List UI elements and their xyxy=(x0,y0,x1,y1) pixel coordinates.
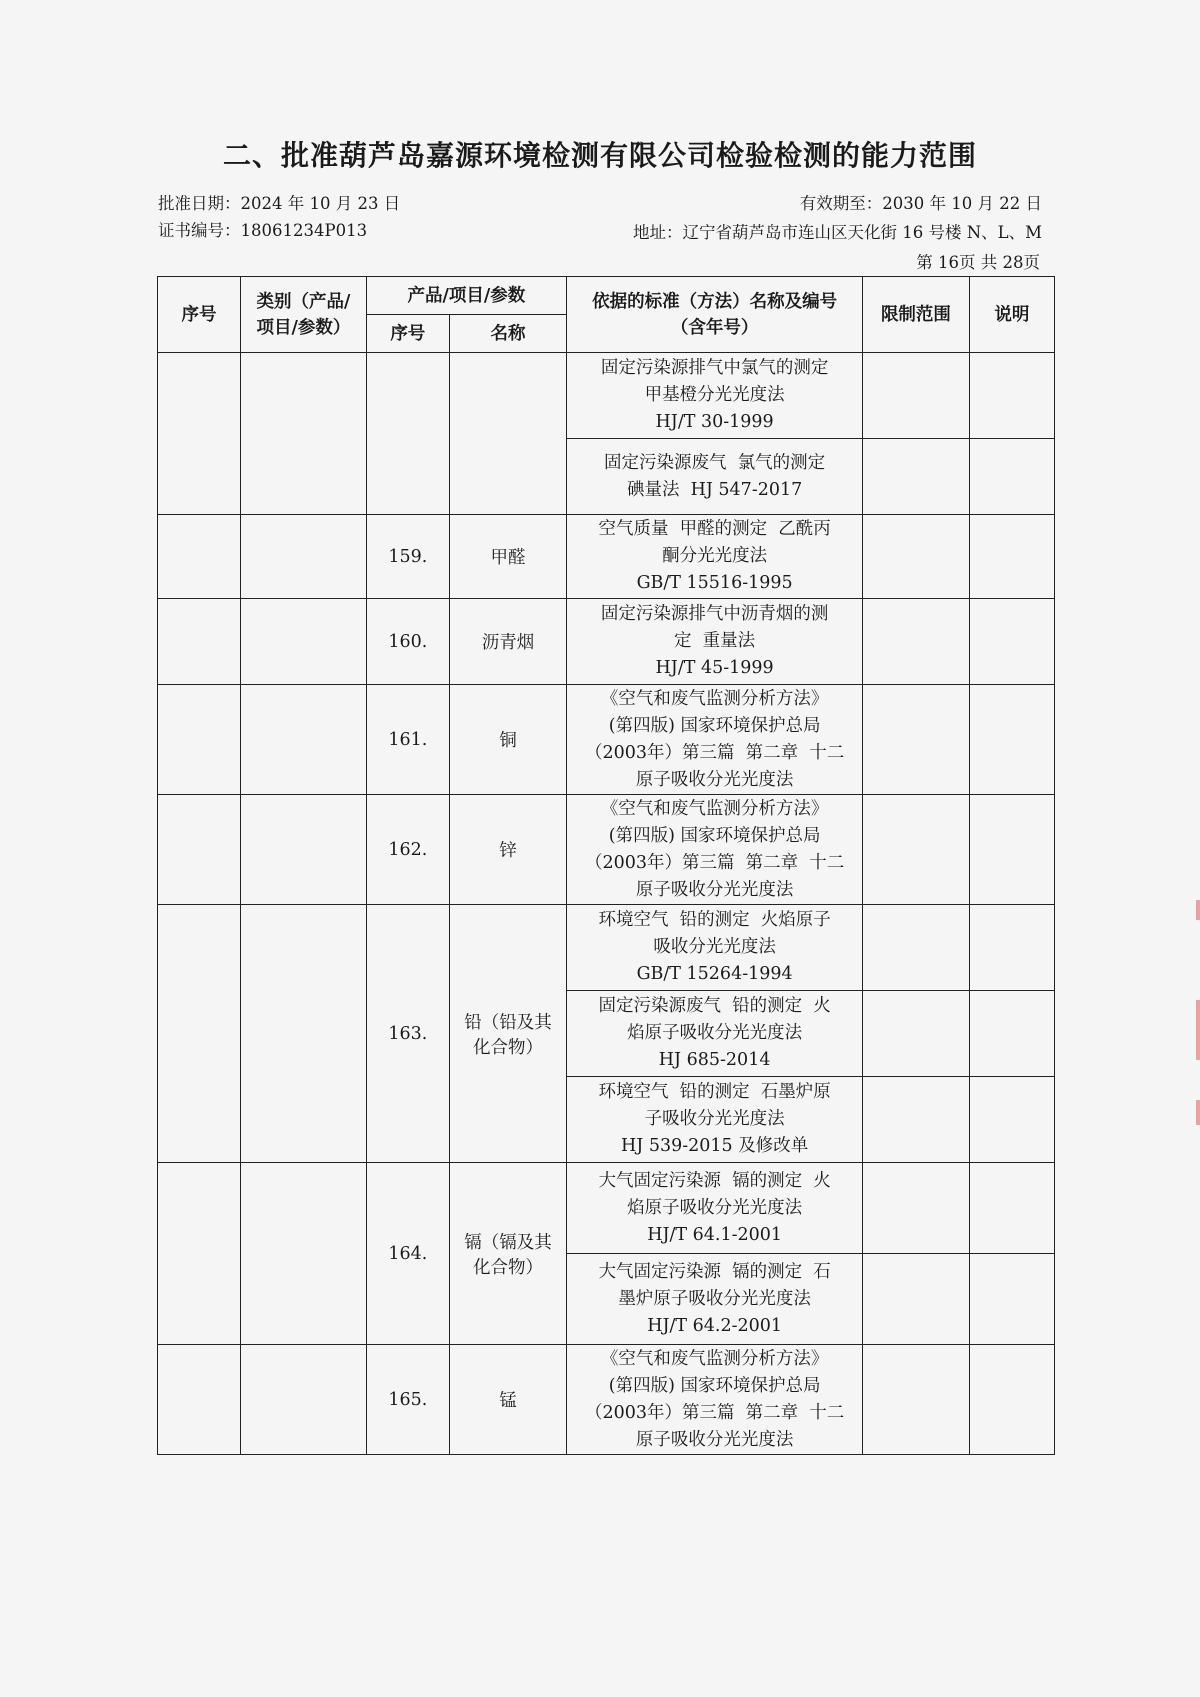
method-line: 固定污染源排气中氯气的测定 xyxy=(600,358,829,378)
cell-seq xyxy=(158,905,241,1163)
cell-seq xyxy=(158,599,241,685)
cell-limit xyxy=(863,1345,970,1455)
method-line: 空气质量 甲醛的测定 乙酰丙 xyxy=(598,519,831,539)
table-row xyxy=(158,1345,1055,1455)
cell-category xyxy=(241,1345,367,1455)
cell-standard-method xyxy=(567,795,863,905)
cell-item-name: 甲醛 xyxy=(449,515,566,599)
cell-standard-method xyxy=(567,353,863,439)
table-row xyxy=(158,515,1055,599)
cell-limit xyxy=(863,905,970,991)
cell-limit xyxy=(863,353,970,439)
cell-item-number: 164. xyxy=(366,1163,449,1345)
method-line: HJ 539-2015 及修改单 xyxy=(620,1136,809,1156)
method-line: 《空气和废气监测分析方法》 xyxy=(600,688,829,709)
method-line: 定 重量法 xyxy=(674,631,756,651)
header-category: 类别（产品/项目/参数） xyxy=(241,277,367,353)
cell-note xyxy=(969,991,1054,1077)
cell-note xyxy=(969,905,1054,991)
cell-seq xyxy=(158,1163,241,1345)
cell-note xyxy=(969,599,1054,685)
table-row xyxy=(158,685,1055,795)
cell-standard-method xyxy=(567,991,863,1077)
method-line: 焰原子吸收分光光度法 xyxy=(627,1197,803,1218)
cell-standard-method xyxy=(567,515,863,599)
header-seq: 序号 xyxy=(158,277,241,353)
cell-limit xyxy=(863,515,970,599)
method-line: HJ/T 64.2-2001 xyxy=(647,1315,783,1336)
method-line: 酮分光光度法 xyxy=(662,546,768,566)
cell-note xyxy=(969,685,1054,795)
cell-item-name: 沥青烟 xyxy=(449,599,566,685)
method-line: GB/T 15264-1994 xyxy=(636,964,793,984)
page-info: 第 16页 共 28页 xyxy=(916,253,1040,272)
cell-standard-method xyxy=(567,905,863,991)
method-line: 碘量法 HJ 547-2017 xyxy=(626,479,803,500)
cell-note xyxy=(969,439,1054,515)
edge-mark xyxy=(1196,1100,1200,1125)
cell-standard-method xyxy=(567,1163,863,1254)
method-line: 固定污染源废气 氯气的测定 xyxy=(604,452,826,473)
cell-item-number: 159. xyxy=(366,515,449,599)
cell-seq xyxy=(158,1345,241,1455)
method-line: GB/T 15516-1995 xyxy=(636,573,793,593)
cell-standard-method xyxy=(567,1345,863,1455)
method-line: 大气固定污染源 镉的测定 石 xyxy=(598,1261,831,1282)
method-line: 《空气和废气监测分析方法》 xyxy=(600,798,829,819)
method-line: (第四版) 国家环境保护总局 xyxy=(608,825,821,846)
certificate-number: 证书编号：18061234P013 xyxy=(158,221,368,240)
cell-note xyxy=(969,1077,1054,1163)
method-line: 原子吸收分光光度法 xyxy=(635,769,794,790)
method-line: 原子吸收分光光度法 xyxy=(635,879,794,900)
cell-item-name xyxy=(449,353,566,515)
cell-limit xyxy=(863,1163,970,1254)
cell-note xyxy=(969,1163,1054,1254)
method-line: 固定污染源废气 铅的测定 火 xyxy=(598,996,831,1016)
cell-seq xyxy=(158,685,241,795)
table-row xyxy=(158,795,1055,905)
cell-standard-method xyxy=(567,1254,863,1345)
method-line: （2003年）第三篇 第二章 十二 xyxy=(584,742,845,763)
method-line: HJ/T 45-1999 xyxy=(655,658,774,678)
cell-note xyxy=(969,1254,1054,1345)
edge-mark xyxy=(1196,1000,1200,1060)
cell-item-name: 锰 xyxy=(449,1345,566,1455)
cell-note xyxy=(969,795,1054,905)
cell-standard-method xyxy=(567,1077,863,1163)
method-line: （2003年）第三篇 第二章 十二 xyxy=(584,852,845,873)
header-sub-name: 名称 xyxy=(449,315,566,353)
method-line: 墨炉原子吸收分光光度法 xyxy=(618,1288,811,1309)
cell-item-name: 铅（铅及其化合物） xyxy=(449,905,566,1163)
address: 地址：辽宁省葫芦岛市连山区天化街 16 号楼 N、L、M xyxy=(632,223,1042,242)
cell-item-number xyxy=(366,353,449,515)
cell-category xyxy=(241,599,367,685)
method-line: （2003年）第三篇 第二章 十二 xyxy=(584,1402,845,1423)
header-product-group: 产品/项目/参数 xyxy=(366,277,566,315)
cell-item-number: 165. xyxy=(366,1345,449,1455)
cell-note xyxy=(969,1345,1054,1455)
method-line: 固定污染源排气中沥青烟的测 xyxy=(600,604,829,624)
method-line: 环境空气 铅的测定 石墨炉原 xyxy=(598,1082,831,1102)
cell-limit xyxy=(863,991,970,1077)
table-body xyxy=(158,353,1055,1455)
table-row xyxy=(158,353,1055,439)
method-line: HJ/T 64.1-2001 xyxy=(647,1224,783,1245)
page-title: 二、批准葫芦岛嘉源环境检测有限公司检验检测的能力范围 xyxy=(222,139,977,172)
table-row xyxy=(158,1163,1055,1254)
cell-limit xyxy=(863,439,970,515)
cell-standard-method xyxy=(567,599,863,685)
header-standard: 依据的标准（方法）名称及编号（含年号） xyxy=(567,277,863,353)
cell-item-number: 162. xyxy=(366,795,449,905)
method-line: HJ 685-2014 xyxy=(658,1050,771,1070)
header-sub-seq: 序号 xyxy=(366,315,449,353)
cell-category xyxy=(241,1163,367,1345)
method-line: HJ/T 30-1999 xyxy=(655,412,774,432)
cell-limit xyxy=(863,685,970,795)
method-line: 子吸收分光光度法 xyxy=(644,1109,785,1129)
method-line: 大气固定污染源 镉的测定 火 xyxy=(598,1170,831,1191)
method-line: 吸收分光光度法 xyxy=(653,937,776,957)
method-line: 甲基橙分光光度法 xyxy=(644,385,785,405)
cell-item-number: 161. xyxy=(366,685,449,795)
cell-limit xyxy=(863,795,970,905)
cell-category xyxy=(241,353,367,515)
header-limit: 限制范围 xyxy=(863,277,970,353)
edge-mark xyxy=(1196,900,1200,920)
cell-limit xyxy=(863,1254,970,1345)
method-line: 焰原子吸收分光光度法 xyxy=(627,1023,803,1043)
method-line: (第四版) 国家环境保护总局 xyxy=(608,715,821,736)
method-line: 环境空气 铅的测定 火焰原子 xyxy=(598,910,831,930)
cell-category xyxy=(241,685,367,795)
header-note: 说明 xyxy=(969,277,1054,353)
cell-item-name: 铜 xyxy=(449,685,566,795)
valid-until: 有效期至：2030 年 10 月 22 日 xyxy=(799,194,1042,213)
cell-category xyxy=(241,795,367,905)
cell-standard-method xyxy=(567,439,863,515)
cell-note xyxy=(969,353,1054,439)
cell-category xyxy=(241,515,367,599)
cell-item-number: 160. xyxy=(366,599,449,685)
cell-seq xyxy=(158,795,241,905)
method-line: 原子吸收分光光度法 xyxy=(635,1429,794,1450)
table-row xyxy=(158,905,1055,991)
cell-item-name: 锌 xyxy=(449,795,566,905)
method-line: (第四版) 国家环境保护总局 xyxy=(608,1375,821,1396)
capability-table xyxy=(157,276,1055,1455)
cell-note xyxy=(969,515,1054,599)
cell-item-number: 163. xyxy=(366,905,449,1163)
cell-category xyxy=(241,905,367,1163)
cell-seq xyxy=(158,353,241,515)
cell-standard-method xyxy=(567,685,863,795)
approval-date: 批准日期：2024 年 10 月 23 日 xyxy=(158,194,401,213)
cell-limit xyxy=(863,1077,970,1163)
table-row xyxy=(158,599,1055,685)
cell-seq xyxy=(158,515,241,599)
cell-limit xyxy=(863,599,970,685)
cell-item-name: 镉（镉及其化合物） xyxy=(449,1163,566,1345)
method-line: 《空气和废气监测分析方法》 xyxy=(600,1348,829,1369)
